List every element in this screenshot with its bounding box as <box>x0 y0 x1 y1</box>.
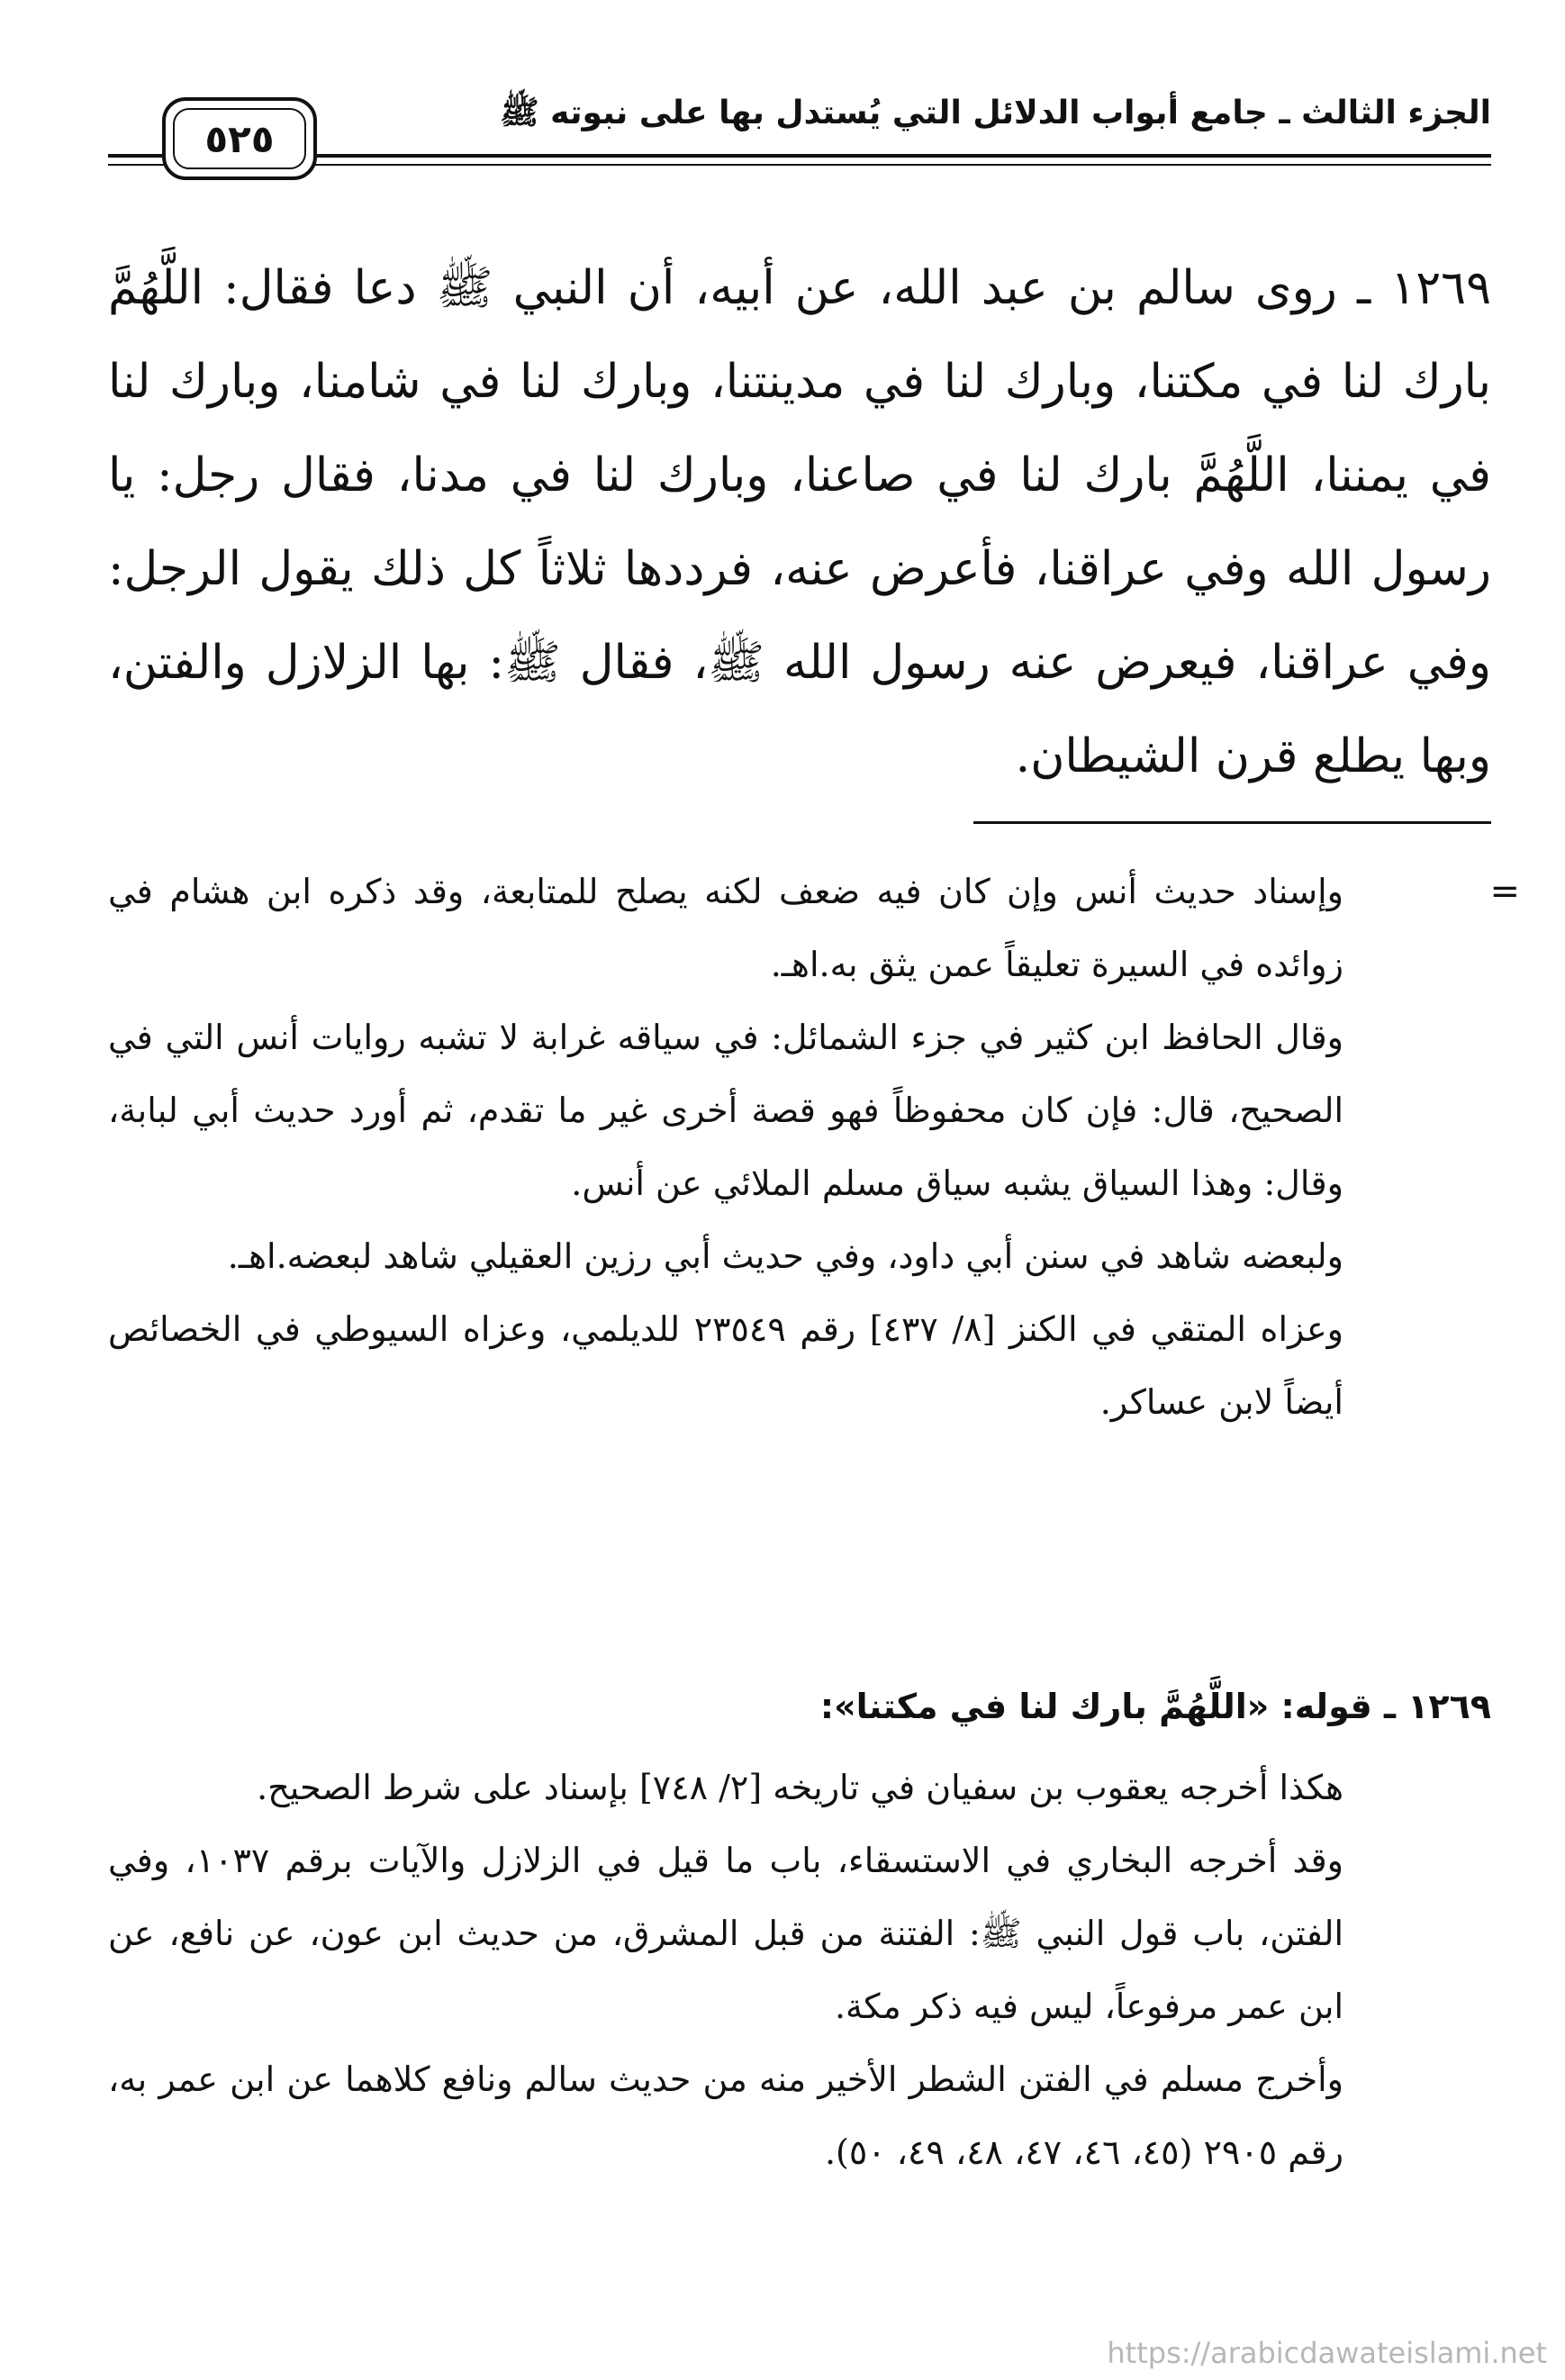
footnote-body <box>108 1751 1343 2189</box>
footnote-paragraph: هكذا أخرجه يعقوب بن سفيان في تاريخه [٢/ ٧٤٨] بإسناد على شرط الصحيح. <box>257 1768 1343 1807</box>
footnote-continuation-mark: = <box>1489 871 1520 912</box>
footnotes-continued <box>108 855 1343 1439</box>
footnote-paragraph: وقد أخرجه البخاري في الاستسقاء، باب ما قيل في الزلازل والآيات برقم ١٠٣٧، وفي الفتن، باب قول النبي ﷺ: الفتنة من قبل المشرق، من حديث ابن عون، عن نافع، عن ابن عمر مرفوعاً، ليس فيه ذكر مكة. <box>108 1841 1343 2026</box>
page-number: ٥٢٥ <box>173 108 306 169</box>
footnote-heading: ١٢٦٩ ـ قوله: «اللَّهُمَّ بارك لنا في مكتنا»: <box>819 1687 1491 1726</box>
footnote-paragraph: وأخرج مسلم في الفتن الشطر الأخير منه من حديث سالم ونافع كلاهما عن ابن عمر به، رقم ٢٩٠٥ (٤٥، ٤٦، ٤٧، ٤٨، ٤٩، ٥٠). <box>108 2059 1343 2172</box>
running-title: الجزء الثالث ـ جامع أبواب الدلائل التي يُستدل بها على نبوته ﷺ <box>500 95 1491 131</box>
hadith-text <box>108 241 1491 803</box>
hadith-paragraph: ١٢٦٩ ـ روى سالم بن عبد الله، عن أبيه، أن النبي ﷺ دعا فقال: اللَّهُمَّ بارك لنا في مكتنا، وبارك لنا في مدينتنا، وبارك لنا في شامنا، وبارك لنا في يمننا، اللَّهُمَّ بارك لنا في صاعنا، وبارك لنا في مدنا، فقال رجل: يا رسول الله وفي عراقنا، فأعرض عنه، فرددها ثلاثاً كل ذلك يقول الرجل: وفي عراقنا، فيعرض عنه رسول الله ﷺ، فقال ﷺ: بها الزلازل والفتن، وبها يطلع قرن الشيطان. <box>108 261 1491 783</box>
footnote-paragraph: وعزاه المتقي في الكنز [٨/ ٤٣٧] رقم ٢٣٥٤٩ للديلمي، وعزاه السيوطي في الخصائص أيضاً لابن عساكر. <box>108 1309 1344 1422</box>
footnote-paragraph: ولبعضه شاهد في سنن أبي داود، وفي حديث أبي رزين العقيلي شاهد لبعضه.اهـ. <box>227 1236 1343 1276</box>
footnote-paragraph: وإسناد حديث أنس وإن كان فيه ضعف لكنه يصلح للمتابعة، وقد ذكره ابن هشام في زوائده في السيرة تعليقاً عمن يثق به.اهـ. <box>108 872 1343 984</box>
page-number-frame <box>162 97 317 180</box>
footnote-divider <box>973 821 1491 824</box>
footnote-paragraph: وقال الحافظ ابن كثير في جزء الشمائل: في سياقه غرابة لا تشبه روايات أنس التي في الصحيح، قال: فإن كان محفوظاً فهو قصة أخرى غير ما تقدم، ثم أورد حديث أبي لبابة، وقال: وهذا السياق يشبه سياق مسلم الملائي عن أنس. <box>108 1018 1343 1203</box>
watermark-url: https://arabicdawateislami.net <box>1107 2336 1547 2370</box>
